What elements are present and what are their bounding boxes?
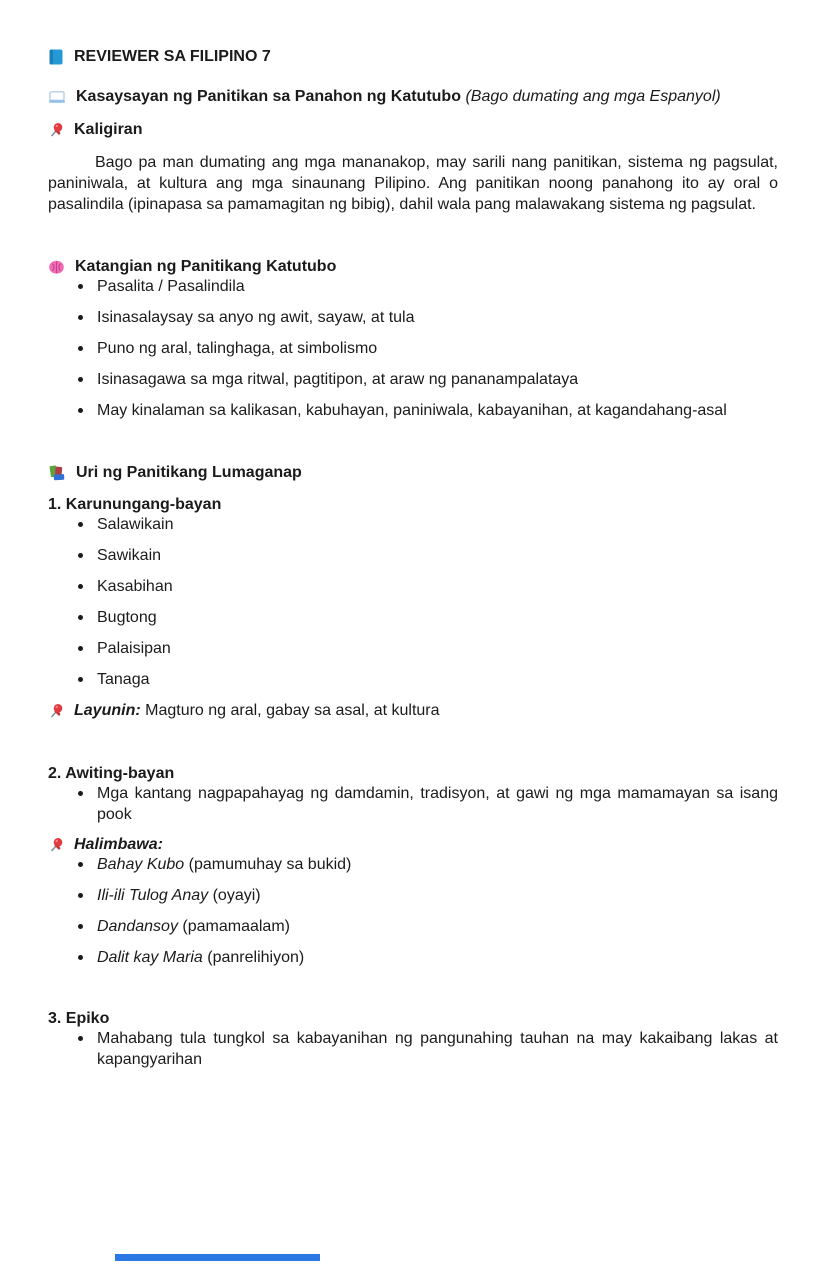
section-1-list	[48, 514, 778, 690]
example-desc: (pamumuhay sa bukid)	[184, 856, 352, 873]
list-item: Tanaga	[48, 669, 778, 690]
list-item: Bugtong	[48, 607, 778, 628]
list-item: Sawikain	[48, 545, 778, 566]
partial-table-header-bar	[115, 1254, 320, 1261]
pushpin-icon	[48, 703, 64, 719]
list-item: May kinalaman sa kalikasan, kabuhayan, paniniwala, kabayanihan, at kagandahang-asal	[48, 400, 778, 421]
list-item: Puno ng aral, talinghaga, at simbolismo	[48, 338, 778, 359]
example-desc: (oyayi)	[208, 887, 261, 904]
kaligiran-paragraph: Bago pa man dumating ang mga mananakop, may sarili nang panitikan, sistema ng pagsulat, paniniwala, at kultura ang mga sinaunang Pilipino. Ang panitikan noong panahong ito ay oral o pasalindila (ipinapasa sa pamamagitan ng bibig), dahil wala pang malawakang sistema ng pagsulat.	[48, 154, 778, 213]
pushpin-icon	[48, 122, 64, 138]
subtitle-row	[48, 88, 778, 106]
halimbawa-note-row	[48, 836, 778, 854]
list-item	[48, 947, 778, 968]
list-item	[48, 854, 778, 875]
page-title: REVIEWER SA FILIPINO 7	[74, 48, 271, 65]
list-item: Salawikain	[48, 514, 778, 535]
books-icon	[48, 465, 66, 481]
example-desc: (panrelihiyon)	[202, 949, 305, 966]
list-item: Isinasalaysay sa anyo ng awit, sayaw, at tula	[48, 307, 778, 328]
uri-heading: Uri ng Panitikang Lumaganap	[76, 464, 302, 481]
layunin-label: Layunin:	[74, 702, 141, 719]
kaligiran-heading: Kaligiran	[74, 121, 143, 138]
list-item	[48, 885, 778, 906]
katangian-heading: Katangian ng Panitikang Katutubo	[75, 258, 337, 275]
uri-heading-row	[48, 464, 778, 482]
open-book-icon	[48, 89, 66, 105]
page-title-row	[48, 48, 778, 66]
notebook-icon	[48, 49, 64, 65]
example-title: Dalit kay Maria	[97, 949, 203, 966]
subtitle-bold: Kasaysayan ng Panitikan sa Panahon ng Katutubo	[76, 88, 461, 105]
list-item: Mahabang tula tungkol sa kabayanihan ng pangunahing tauhan na may kakaibang lakas at kapangyarihan	[48, 1028, 778, 1070]
section-2-title: 2. Awiting-bayan	[48, 765, 175, 782]
layunin-note	[74, 702, 440, 720]
section-1-title: 1. Karunungang-bayan	[48, 496, 222, 513]
layunin-note-row	[48, 702, 778, 720]
section-3-list	[48, 1028, 778, 1070]
section-2-list	[48, 783, 778, 825]
halimbawa-label: Halimbawa:	[74, 836, 163, 853]
list-item: Mga kantang nagpapahayag ng damdamin, tradisyon, at gawi ng mga mamamayan sa isang pook	[48, 783, 778, 825]
layunin-text: Magturo ng aral, gabay sa asal, at kultura	[140, 702, 440, 719]
example-title: Ili-ili Tulog Anay	[97, 887, 209, 904]
list-item: Kasabihan	[48, 576, 778, 597]
katangian-list	[48, 276, 778, 421]
section-3-title: 3. Epiko	[48, 1010, 110, 1027]
list-item	[48, 916, 778, 937]
examples-list	[48, 854, 778, 968]
kaligiran-heading-row	[48, 121, 778, 139]
brain-icon	[48, 260, 65, 275]
list-item: Palaisipan	[48, 638, 778, 659]
example-desc: (pamamaalam)	[177, 918, 290, 935]
list-item: Pasalita / Pasalindila	[48, 276, 778, 297]
example-title: Bahay Kubo	[97, 856, 185, 873]
katangian-heading-row	[48, 258, 778, 276]
pushpin-icon	[48, 837, 64, 853]
subtitle-italic: (Bago dumating ang mga Espanyol)	[465, 88, 721, 105]
list-item: Isinasagawa sa mga ritwal, pagtitipon, at araw ng pananampalataya	[48, 369, 778, 390]
example-title: Dandansoy	[97, 918, 178, 935]
subtitle	[76, 88, 721, 106]
